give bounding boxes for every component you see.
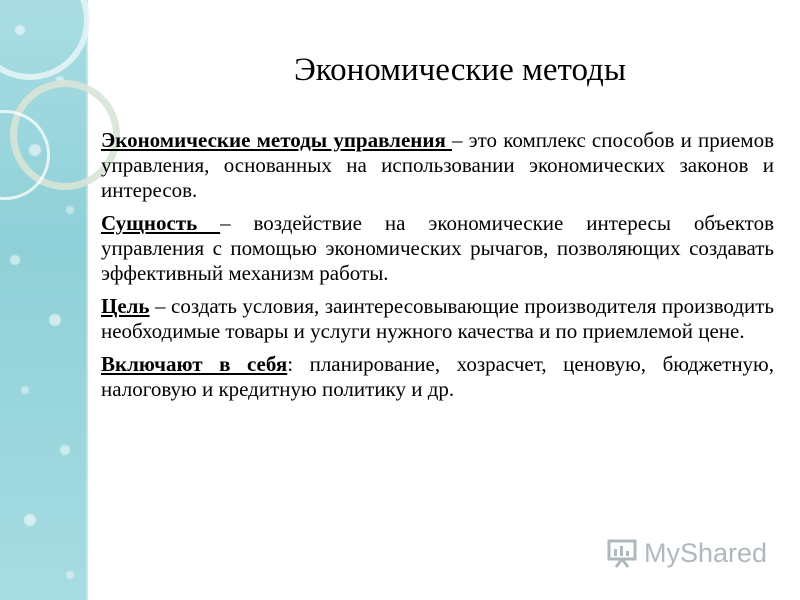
term-economic-methods: Экономические методы управления xyxy=(101,128,452,152)
slide-body xyxy=(101,128,774,410)
term-goal: Цель xyxy=(101,294,150,318)
paragraph-includes xyxy=(101,352,774,402)
paragraph-text: : планирование, хозрасчет, ценовую, бюджетную, налоговую и кредитную политику и др. xyxy=(101,352,774,401)
myshared-watermark xyxy=(606,536,767,570)
slide-title: Экономические методы xyxy=(293,52,627,88)
term-essence: Сущность xyxy=(101,211,221,235)
term-includes: Включают в себя xyxy=(101,352,288,376)
paragraph-text: – это комплекс способов и приемов управления, основанных на использовании экономических законов и интересов. xyxy=(101,128,774,202)
paragraph-definition xyxy=(101,128,774,203)
paragraph-essence xyxy=(101,211,774,286)
paragraph-goal xyxy=(101,294,774,344)
paragraph-text: – создать условия, заинтересовывающие производителя производить необходимые товары и услуги нужного качества и по приемлемой цене. xyxy=(101,294,774,343)
presentation-board-icon xyxy=(606,537,638,569)
paragraph-text: – воздействие на экономические интересы объектов управления с помощью экономических рычагов, позволяющих создавать эффективный механизм работы. xyxy=(101,211,774,285)
watermark-text: MyShared xyxy=(644,537,768,568)
